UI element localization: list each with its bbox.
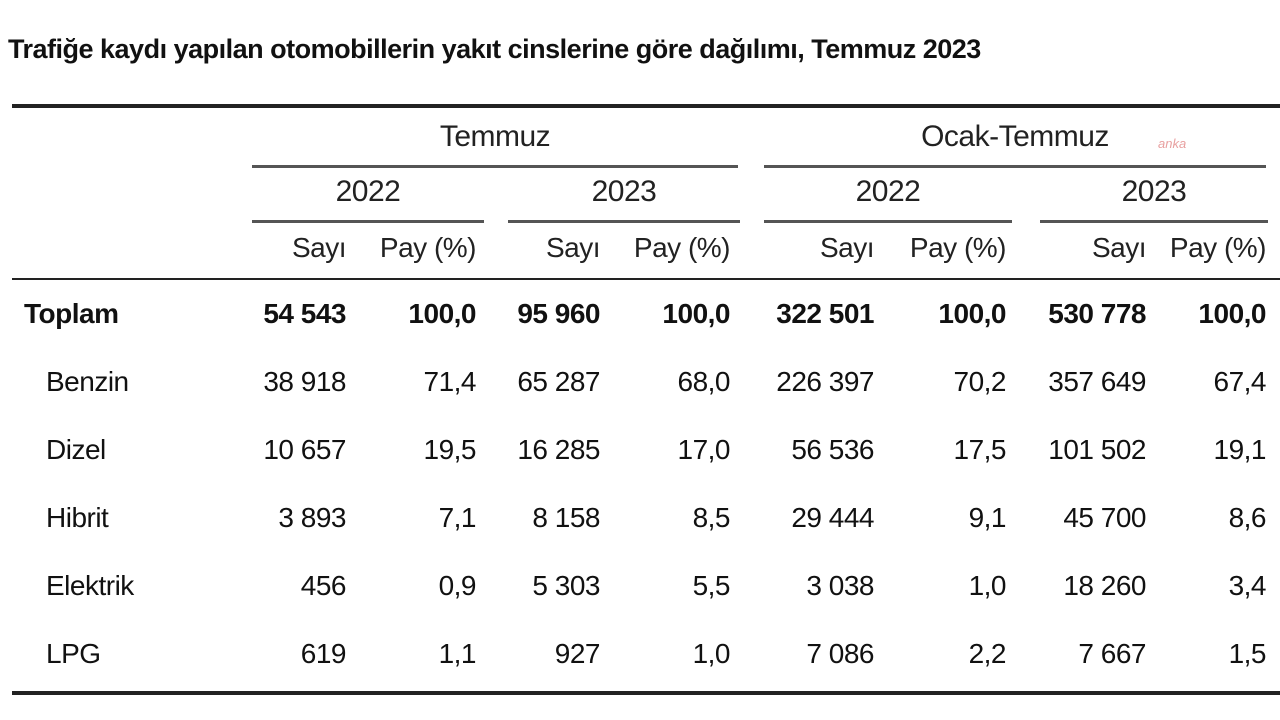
cell-count: 456 bbox=[300, 570, 346, 601]
cell-share: 100,0 bbox=[408, 298, 476, 329]
cell-share: 19,1 bbox=[1213, 434, 1266, 465]
group-rule-ocak-temmuz bbox=[764, 165, 1266, 168]
subheader-share: Pay (%) bbox=[1169, 232, 1266, 263]
cell-share: 1,0 bbox=[968, 570, 1006, 601]
row-label: Elektrik bbox=[46, 570, 134, 601]
cell-count: 101 502 bbox=[1048, 434, 1146, 465]
row-padding bbox=[1266, 620, 1280, 688]
subheader-count: Sayı bbox=[545, 232, 600, 263]
year-header: 2023 bbox=[591, 175, 657, 208]
table-row bbox=[12, 348, 1280, 416]
cell-share: 1,0 bbox=[692, 638, 730, 669]
subheader-count: Sayı bbox=[291, 232, 346, 263]
cell-count: 322 501 bbox=[776, 298, 874, 329]
cell-count: 7 086 bbox=[806, 638, 874, 669]
cell-share: 3,4 bbox=[1228, 570, 1266, 601]
row-label: LPG bbox=[46, 638, 101, 669]
cell-share: 8,6 bbox=[1228, 502, 1266, 533]
cell-count: 16 285 bbox=[517, 434, 600, 465]
subheader-share: Pay (%) bbox=[909, 232, 1006, 263]
cell-share: 2,2 bbox=[968, 638, 1006, 669]
cell-share: 0,9 bbox=[438, 570, 476, 601]
row-label: Toplam bbox=[24, 298, 119, 329]
cell-share: 68,0 bbox=[677, 366, 730, 397]
subheader-share: Pay (%) bbox=[633, 232, 730, 263]
cell-count: 530 778 bbox=[1048, 298, 1146, 329]
cell-share: 8,5 bbox=[692, 502, 730, 533]
row-label: Hibrit bbox=[46, 502, 109, 533]
cell-count: 56 536 bbox=[791, 434, 874, 465]
year-rule bbox=[508, 220, 740, 223]
cell-share: 100,0 bbox=[938, 298, 1006, 329]
cell-count: 29 444 bbox=[791, 502, 874, 533]
cell-count: 38 918 bbox=[263, 366, 346, 397]
row-padding bbox=[1266, 280, 1280, 348]
cell-share: 71,4 bbox=[423, 366, 476, 397]
row-padding bbox=[1266, 416, 1280, 484]
year-header: 2022 bbox=[855, 175, 921, 208]
year-header: 2023 bbox=[1121, 175, 1187, 208]
table-row bbox=[12, 484, 1280, 552]
cell-count: 45 700 bbox=[1063, 502, 1146, 533]
table-row bbox=[12, 416, 1280, 484]
bottom-rule bbox=[12, 691, 1280, 695]
cell-count: 7 667 bbox=[1078, 638, 1146, 669]
cell-share: 70,2 bbox=[953, 366, 1006, 397]
row-label: Dizel bbox=[46, 434, 106, 465]
cell-share: 17,0 bbox=[677, 434, 730, 465]
subheader-count: Sayı bbox=[1091, 232, 1146, 263]
group-header-temmuz: Temmuz bbox=[439, 120, 551, 153]
data-table bbox=[12, 280, 1280, 688]
cell-count: 226 397 bbox=[776, 366, 874, 397]
row-padding bbox=[1266, 484, 1280, 552]
row-padding bbox=[1266, 348, 1280, 416]
year-rule bbox=[1040, 220, 1268, 223]
cell-count: 65 287 bbox=[517, 366, 600, 397]
cell-count: 3 893 bbox=[278, 502, 346, 533]
group-rule-temmuz bbox=[252, 165, 738, 168]
subheader-count: Sayı bbox=[819, 232, 874, 263]
cell-count: 10 657 bbox=[263, 434, 346, 465]
cell-count: 3 038 bbox=[806, 570, 874, 601]
cell-count: 5 303 bbox=[532, 570, 600, 601]
group-header-ocak-temmuz: Ocak-Temmuz bbox=[921, 120, 1109, 153]
year-rule bbox=[252, 220, 484, 223]
cell-share: 100,0 bbox=[1198, 298, 1266, 329]
cell-share: 5,5 bbox=[692, 570, 730, 601]
cell-count: 619 bbox=[300, 638, 346, 669]
year-header: 2022 bbox=[335, 175, 401, 208]
cell-count: 18 260 bbox=[1063, 570, 1146, 601]
table-row bbox=[12, 620, 1280, 688]
top-rule bbox=[12, 104, 1280, 108]
cell-share: 7,1 bbox=[438, 502, 476, 533]
cell-count: 927 bbox=[554, 638, 600, 669]
cell-share: 9,1 bbox=[968, 502, 1006, 533]
table-row bbox=[12, 552, 1280, 620]
cell-count: 95 960 bbox=[517, 298, 600, 329]
watermark-logo: anka bbox=[1158, 136, 1187, 151]
cell-count: 54 543 bbox=[263, 298, 346, 329]
row-label: Benzin bbox=[46, 366, 129, 397]
table-title: Trafiğe kaydı yapılan otomobillerin yakıt cinslerine göre dağılımı, Temmuz 2023 bbox=[8, 34, 981, 64]
subheader-share: Pay (%) bbox=[379, 232, 476, 263]
year-rule bbox=[764, 220, 1012, 223]
cell-share: 1,1 bbox=[438, 638, 476, 669]
cell-share: 67,4 bbox=[1213, 366, 1266, 397]
cell-share: 19,5 bbox=[423, 434, 476, 465]
cell-share: 1,5 bbox=[1228, 638, 1266, 669]
table-row-total bbox=[12, 280, 1280, 348]
row-padding bbox=[1266, 552, 1280, 620]
cell-count: 8 158 bbox=[532, 502, 600, 533]
cell-count: 357 649 bbox=[1048, 366, 1146, 397]
cell-share: 100,0 bbox=[662, 298, 730, 329]
cell-share: 17,5 bbox=[953, 434, 1006, 465]
